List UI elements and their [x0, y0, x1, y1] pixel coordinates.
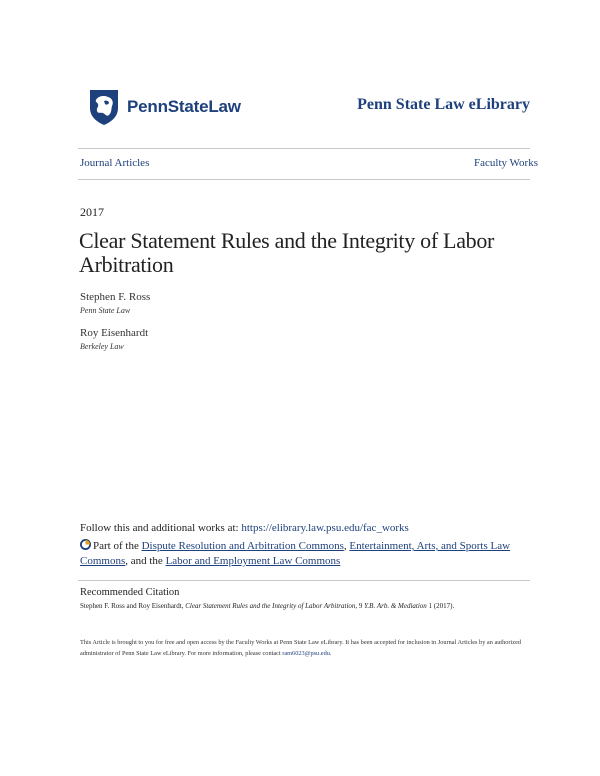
publication-year: 2017: [80, 205, 104, 219]
author-affiliation: Penn State Law: [80, 306, 131, 315]
fac-works-url-link[interactable]: https://elibrary.law.psu.edu/fac_works: [241, 522, 409, 534]
separator: , and the: [125, 555, 166, 567]
article-title: Clear Statement Rules and the Integrity of Labor Arbitration: [79, 228, 495, 277]
entertainment-arts-sports-commons-link[interactable]: Entertainment, Arts, and Sports Law Commons: [80, 540, 511, 567]
author-name: Stephen F. Ross: [80, 291, 151, 303]
contact-email-link[interactable]: ram6023@psu.edu: [282, 650, 330, 657]
author-name: Roy Eisenhardt: [80, 327, 149, 339]
part-of-prefix: Part of the: [93, 540, 142, 552]
network-commons-icon: [80, 539, 91, 550]
separator: ,: [343, 540, 350, 552]
penn-state-law-logo: [88, 88, 241, 126]
follow-label: Follow this and additional works at:: [80, 522, 242, 534]
author-affiliation: Berkeley Law: [80, 342, 124, 351]
part-of-commons: [80, 539, 530, 569]
citation-title: Clear Statement Rules and the Integrity of Labor Arbitration: [185, 602, 356, 610]
logo-wordmark: PennStateLaw: [127, 97, 241, 116]
faculty-works-link[interactable]: Faculty Works: [474, 157, 538, 169]
follow-line: [80, 522, 409, 534]
citation-volume: , 9: [355, 602, 365, 610]
recommended-citation-heading: Recommended Citation: [80, 587, 180, 598]
citation-divider: [78, 580, 530, 581]
elibrary-title[interactable]: Penn State Law eLibrary: [357, 96, 530, 113]
access-notice: [80, 637, 530, 659]
citation-authors: Stephen F. Ross and Roy Eisenhardt,: [80, 602, 186, 610]
nav-divider: [78, 179, 530, 180]
citation-text: [80, 602, 454, 610]
labor-employment-commons-link[interactable]: Labor and Employment Law Commons: [165, 555, 341, 567]
journal-articles-link[interactable]: Journal Articles: [80, 157, 150, 169]
top-divider: [78, 148, 530, 149]
nittany-lion-shield-icon: [88, 88, 120, 126]
citation-page-year: 1 (2017).: [426, 602, 455, 610]
notice-end: .: [329, 650, 332, 657]
citation-journal: Y.B. Arb. & Mediation: [364, 602, 427, 610]
dispute-resolution-commons-link[interactable]: Dispute Resolution and Arbitration Commons: [141, 540, 344, 552]
notice-text: This Article is brought to you for free and open access by the Faculty Works at Penn State Law eLibrary. It has been accepted for inclusion in Journal Articles by an authorized administrator of Penn State Law eLibrary. For more information, please contact: [80, 639, 522, 657]
